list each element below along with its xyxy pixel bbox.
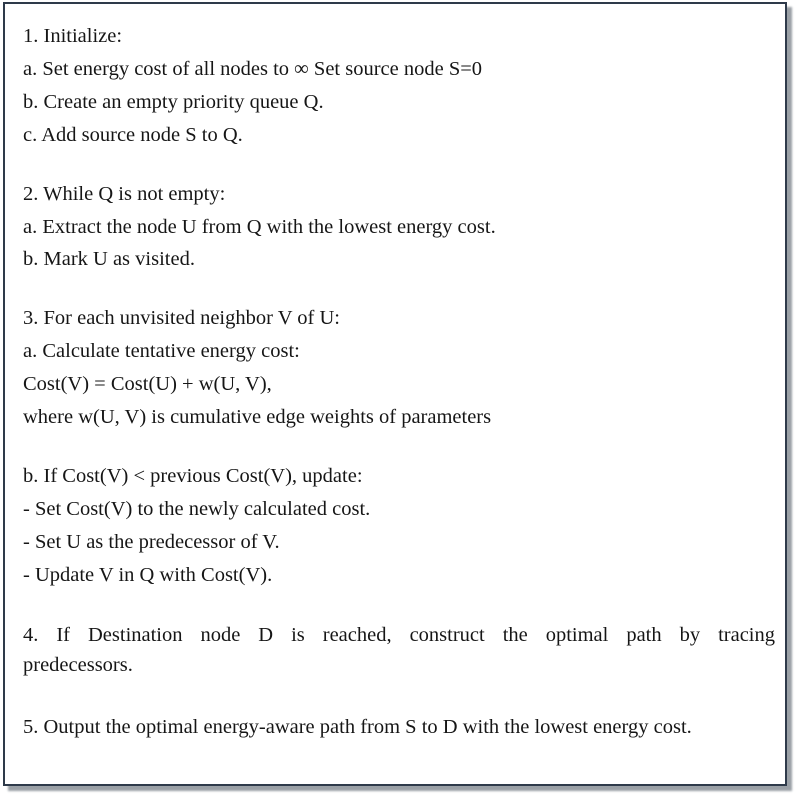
step-1a: a. Set energy cost of all nodes to ∞ Set source node S=0 (23, 58, 483, 80)
step-2a: a. Extract the node U from Q with the lowest energy cost. (23, 216, 496, 238)
step-4-line-1: 4. If Destination node D is reached, construct the optimal path by tracing (23, 624, 775, 646)
step-3b: b. If Cost(V) < previous Cost(V), update: (23, 465, 363, 487)
step-2b: b. Mark U as visited. (23, 248, 195, 270)
step-5-line-1: 5. Output the optimal energy-aware path from S to D with the lowest energy cost. (23, 716, 692, 738)
step-3-formula: Cost(V) = Cost(U) + w(U, V), (23, 373, 272, 395)
step-4-line-2: predecessors. (23, 654, 133, 676)
step-2-heading: 2. While Q is not empty: (23, 183, 226, 205)
step-1-heading: 1. Initialize: (23, 25, 123, 47)
step-3-where: where w(U, V) is cumulative edge weights of parameters (23, 406, 492, 428)
step-3a: a. Calculate tentative energy cost: (23, 340, 300, 362)
step-3b-item-1: - Set Cost(V) to the newly calculated cost. (23, 498, 371, 520)
step-3b-item-3: - Update V in Q with Cost(V). (23, 564, 273, 586)
step-1b: b. Create an empty priority queue Q. (23, 91, 324, 113)
step-3-heading: 3. For each unvisited neighbor V of U: (23, 307, 340, 329)
algorithm-box (3, 2, 787, 786)
step-1c: c. Add source node S to Q. (23, 124, 243, 146)
step-3b-item-2: - Set U as the predecessor of V. (23, 531, 280, 553)
